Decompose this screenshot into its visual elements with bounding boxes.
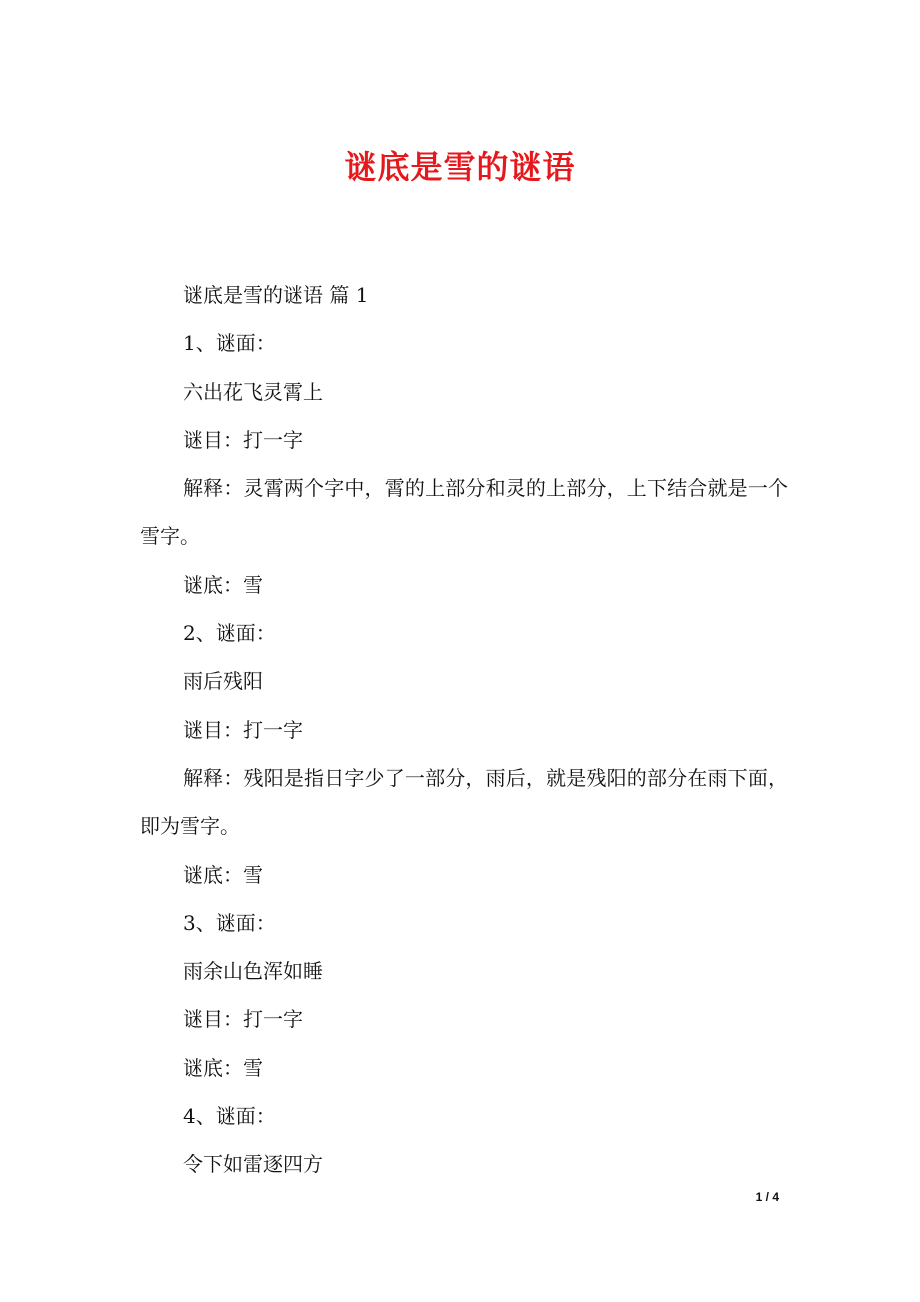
paragraph-riddle-3-text: 雨余山色浑如睡 xyxy=(183,959,323,984)
page-number: 1 / 4 xyxy=(755,1190,779,1204)
paragraph-riddle-1-answer: 谜底：雪 xyxy=(183,572,263,597)
paragraph-section-heading: 谜底是雪的谜语 篇 1 xyxy=(183,283,369,307)
paragraph-riddle-1-category: 谜目：打一字 xyxy=(183,427,303,452)
paragraph-riddle-3-answer: 谜底：雪 xyxy=(183,1055,263,1080)
paragraph-riddle-2-label: 2、谜面： xyxy=(183,621,276,646)
document-body xyxy=(140,271,788,1189)
paragraph-riddle-2-explanation: 解释：残阳是指日字少了一部分，雨后，就是残阳的部分在雨下面，即为雪字。 xyxy=(140,765,788,839)
paragraph-riddle-1-explanation: 解释：灵霄两个字中，霄的上部分和灵的上部分，上下结合就是一个雪字。 xyxy=(140,476,788,549)
paragraph-riddle-4-text: 令下如雷逐四方 xyxy=(183,1152,323,1177)
paragraph-riddle-3-category: 谜目：打一字 xyxy=(183,1007,303,1032)
paragraph-riddle-2-text: 雨后残阳 xyxy=(183,669,263,694)
paragraph-riddle-3-label: 3、谜面： xyxy=(183,910,276,935)
paragraph-riddle-4-label: 4、谜面： xyxy=(183,1104,276,1129)
paragraph-riddle-1-text: 六出花飞灵霄上 xyxy=(183,379,323,404)
paragraph-riddle-2-answer: 谜底：雪 xyxy=(183,862,263,887)
paragraph-riddle-2-category: 谜目：打一字 xyxy=(183,717,303,742)
document-title: 谜底是雪的谜语 xyxy=(344,148,576,186)
paragraph-riddle-1-label: 1、谜面： xyxy=(183,331,276,356)
